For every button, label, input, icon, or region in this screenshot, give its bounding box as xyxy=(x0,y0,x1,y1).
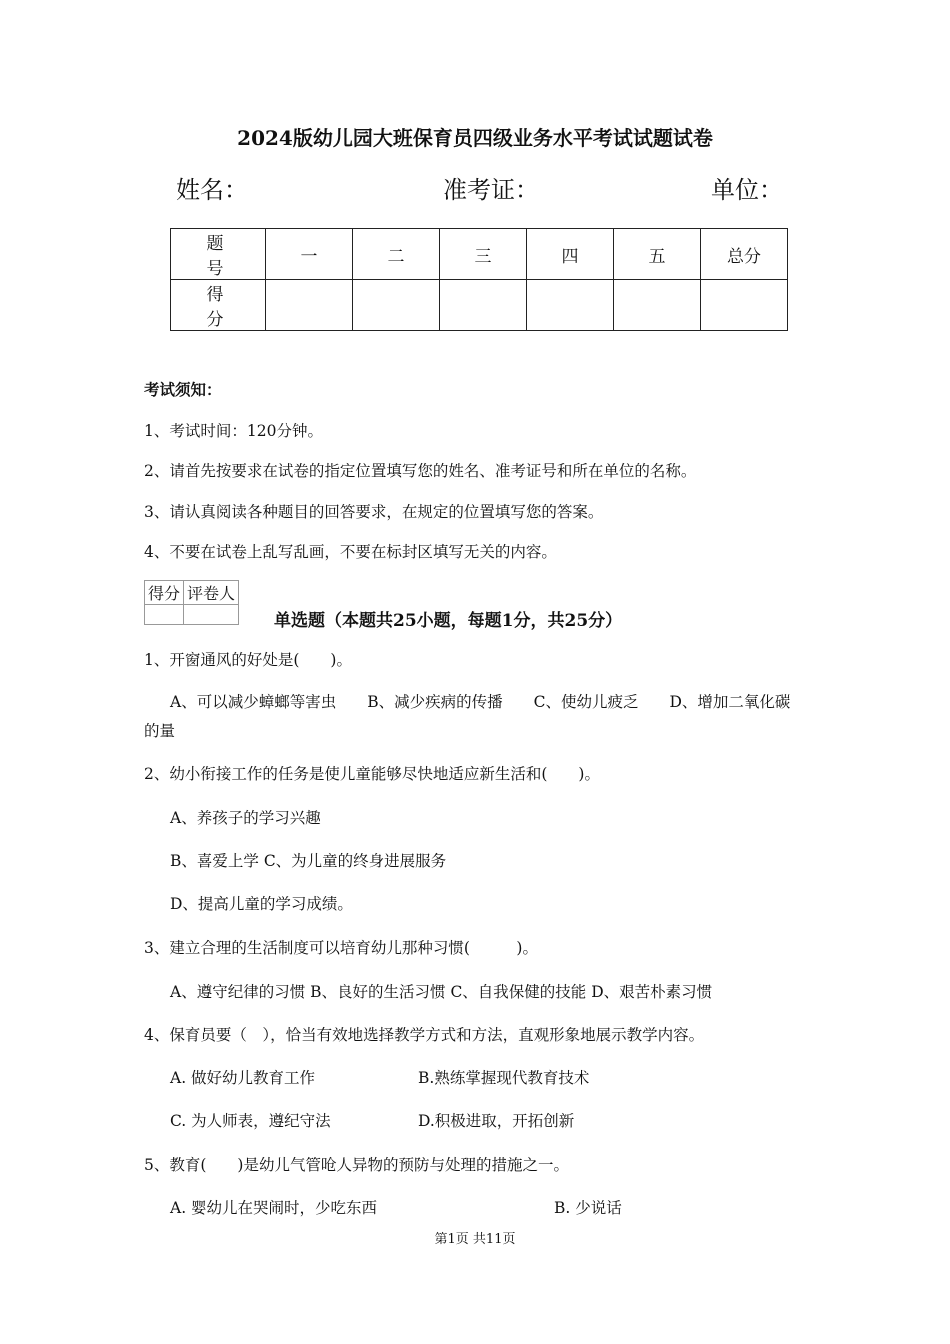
score-table xyxy=(170,228,788,331)
question-1-options-continued: 的量 xyxy=(144,722,176,740)
score-table-header-cell: 一 xyxy=(266,229,353,280)
question-4-option-d: D.积极进取，开拓创新 xyxy=(418,1112,575,1130)
score-table-header-cell: 三 xyxy=(440,229,527,280)
score-cell[interactable] xyxy=(701,280,788,331)
score-cell[interactable] xyxy=(266,280,353,331)
score-cell[interactable] xyxy=(440,280,527,331)
question-2-option-d: D、提高儿童的学习成绩。 xyxy=(170,895,353,913)
question-1-options: A、可以减少蟑螂等害虫 B、减少疾病的传播 C、使幼儿疲乏 D、增加二氧化碳 xyxy=(170,693,791,711)
section-heading: 单选题（本题共25小题，每题1分，共25分） xyxy=(274,611,623,631)
question-2: 2、幼小衔接工作的任务是使儿童能够尽快地适应新生活和( )。 xyxy=(144,765,600,783)
notice-item: 1、考试时间：120分钟。 xyxy=(144,422,323,440)
grader-score-cell[interactable] xyxy=(145,605,184,625)
question-2-option-bc: B、喜爱上学 C、为儿童的终身进展服务 xyxy=(170,852,447,870)
notice-item: 2、请首先按要求在试卷的指定位置填写您的姓名、准考证号和所在单位的名称。 xyxy=(144,462,697,480)
question-5-option-b: B. 少说话 xyxy=(554,1199,622,1217)
grader-table-score-label: 得分 xyxy=(145,581,184,605)
question-5: 5、教育( )是幼儿气管呛人异物的预防与处理的措施之一。 xyxy=(144,1156,569,1174)
score-table-header-cell: 四 xyxy=(527,229,614,280)
score-table-header-cell: 二 xyxy=(353,229,440,280)
score-cell[interactable] xyxy=(614,280,701,331)
question-5-option-a: A. 婴幼儿在哭闹时，少吃东西 xyxy=(170,1199,378,1217)
score-cell[interactable] xyxy=(527,280,614,331)
notice-item: 3、请认真阅读各种题目的回答要求，在规定的位置填写您的答案。 xyxy=(144,503,604,521)
notice-item: 4、不要在试卷上乱写乱画，不要在标封区填写无关的内容。 xyxy=(144,543,557,561)
grader-table-grader-label: 评卷人 xyxy=(184,581,239,605)
score-table-header-cell: 五 xyxy=(614,229,701,280)
grader-table xyxy=(144,580,239,625)
score-cell[interactable] xyxy=(353,280,440,331)
score-table-score-row xyxy=(171,280,788,331)
grader-name-cell[interactable] xyxy=(184,605,239,625)
question-1: 1、开窗通风的好处是( )。 xyxy=(144,651,352,669)
name-field-label: 姓名： xyxy=(176,176,248,204)
exam-id-field-label: 准考证： xyxy=(443,176,539,204)
question-4-option-c: C. 为人师表，遵纪守法 xyxy=(170,1112,331,1130)
notice-heading: 考试须知： xyxy=(144,380,222,399)
question-2-option-a: A、养孩子的学习兴趣 xyxy=(170,809,321,827)
document-title: 2024版幼儿园大班保育员四级业务水平考试试题试卷 xyxy=(237,126,713,150)
score-table-header-cell: 总分 xyxy=(701,229,788,280)
score-table-header-cell: 题 号 xyxy=(171,229,266,280)
unit-field-label: 单位： xyxy=(711,176,783,204)
question-3: 3、建立合理的生活制度可以培育幼儿那种习惯( )。 xyxy=(144,939,538,957)
question-3-options: A、遵守纪律的习惯 B、良好的生活习惯 C、自我保健的技能 D、艰苦朴素习惯 xyxy=(170,983,713,1001)
question-4-option-b: B.熟练掌握现代教育技术 xyxy=(418,1069,590,1087)
score-table-header-row xyxy=(171,229,788,280)
question-4: 4、保育员要（ ），恰当有效地选择教学方式和方法，直观形象地展示教学内容。 xyxy=(144,1026,705,1044)
page-footer: 第1页 共11页 xyxy=(434,1232,516,1247)
score-row-label: 得 分 xyxy=(171,280,266,331)
question-4-option-a: A. 做好幼儿教育工作 xyxy=(170,1069,316,1087)
